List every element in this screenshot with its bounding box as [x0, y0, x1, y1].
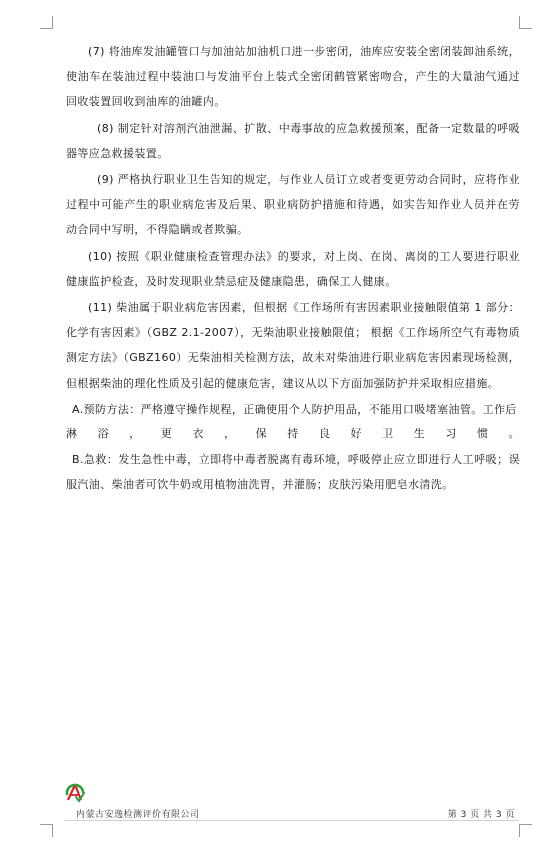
footer-company-name: 内蒙古安逸检测评价有限公司 — [76, 810, 200, 820]
paragraph-9: (9) 严格执行职业卫生告知的规定，与作业人员订立或者变更劳动合同时，应将作业过程中可能产生的职业病危害及后果、职业病防护措施和待遇，如实告知作业人员并在劳动合同中写明，不得隐瞒或者欺骗。 — [66, 173, 520, 237]
page-corner-mark — [519, 824, 532, 837]
document-body — [66, 39, 520, 499]
paragraph-11: (11) 柴油属于职业病危害因素，但根据《工作场所有害因素职业接触限值第 1 部分：化学有害因素》（GBZ 2.1-2007），无柴油职业接触限值； 根据《工作场所空气有毒物质测定方法》（GBZ160）无柴油相关检测方法，故未对柴油进行职业病危害因素现场检测，但根据柴油的理化性质及引起的健康危害，建议从以下方面加强防护并采取相应措施。 — [66, 301, 520, 390]
paragraph-10: (10) 按照《职业健康检查管理办法》的要求，对上岗、在岗、离岗的工人要进行职业健康监护检查，及时发现职业禁忌症及健康隐患，确保工人健康。 — [66, 249, 520, 288]
paragraph-first-aid: B.急救：发生急性中毒，立即将中毒者脱离有毒环境，呼吸停止应立即进行人工呼吸；误服汽油、柴油者可饮牛奶或用植物油洗胃，并灌肠；皮肤污染用肥皂水清洗。 — [66, 453, 520, 492]
paragraph-prevention-cont: 淋 浴 ， 更 衣 ， 保 持 良 好 卫 生 习 惯 。 — [66, 427, 520, 441]
paragraph-prevention: A.预防方法：严格遵守操作规程，正确使用个人防护用品，不能用口吸堵塞油管。工作后 — [72, 402, 517, 416]
footer-page-number: 第 3 页 共 3 页 — [447, 810, 515, 820]
paragraph-8: (8) 制定针对溶剂汽油泄漏、扩散、中毒事故的应急救援预案，配备一定数量的呼吸器等应急救援装置。 — [66, 121, 520, 160]
page-corner-mark — [40, 16, 53, 29]
company-logo-icon — [64, 780, 86, 804]
footer-divider — [64, 820, 519, 821]
page-corner-mark — [40, 824, 53, 837]
page-footer — [64, 780, 519, 820]
page-corner-mark — [519, 16, 532, 29]
paragraph-7: (7) 将油库发油罐管口与加油站加油机口进一步密闭，油库应安装全密闭装卸油系统，使油车在装油过程中装油口与发油平台上装式全密闭鹤管紧密吻合，产生的大量油气通过回收装置回收到油库的油罐内。 — [66, 45, 520, 109]
